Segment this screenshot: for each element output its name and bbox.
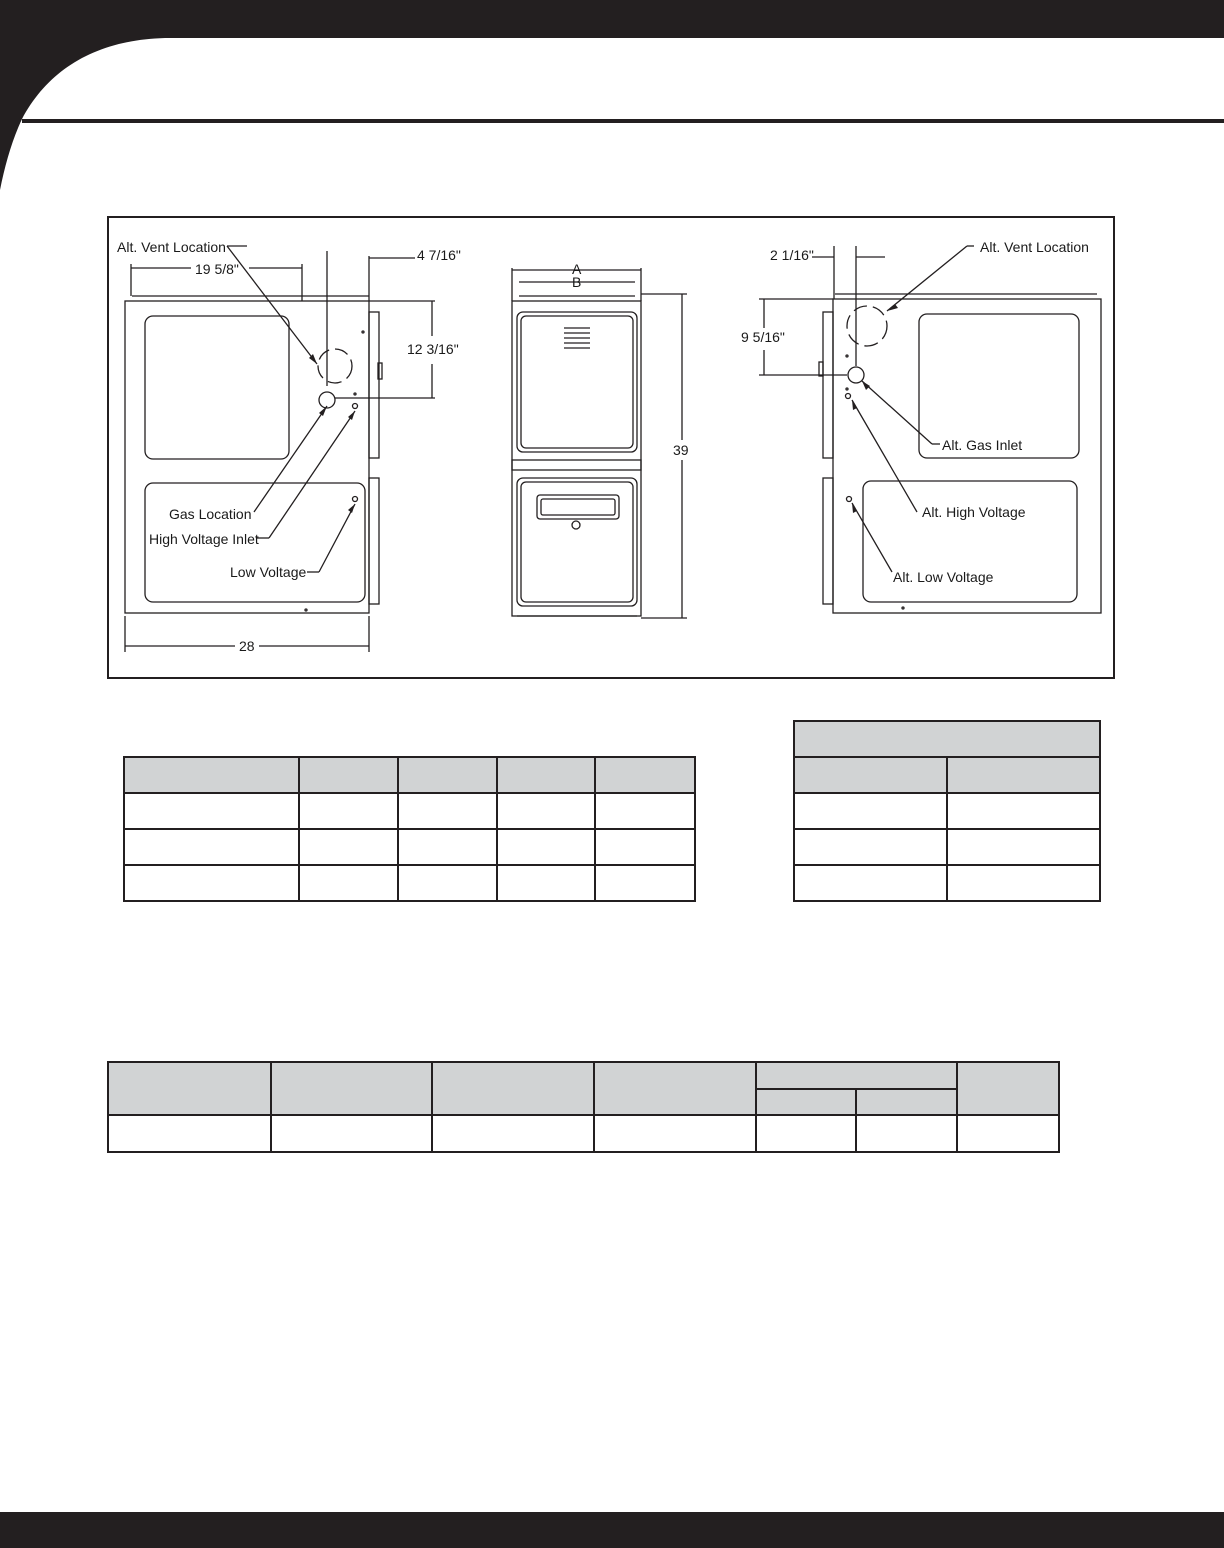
table-cell — [947, 829, 1100, 865]
table-subheader-cell — [856, 1089, 957, 1115]
table-cell — [497, 829, 596, 865]
label-dim-28: 28 — [239, 638, 255, 654]
header-rule — [22, 119, 1224, 123]
table-header-cell — [398, 757, 497, 793]
table-cell — [595, 865, 695, 901]
table-cell — [794, 829, 947, 865]
table-cell — [756, 1115, 857, 1152]
label-dim-4-7-16: 4 7/16" — [417, 247, 461, 263]
table-header-cell — [594, 1062, 756, 1115]
table-row — [124, 793, 695, 829]
table-cell — [108, 1115, 271, 1152]
table-header-cell — [299, 757, 398, 793]
label-high-voltage-inlet: High Voltage Inlet — [149, 531, 259, 547]
table-header-cell — [595, 757, 695, 793]
secondary-table — [793, 720, 1101, 902]
table-cell — [432, 1115, 594, 1152]
table-cell — [398, 829, 497, 865]
table-header-cell — [271, 1062, 433, 1115]
dimensions-table — [123, 756, 696, 902]
label-low-voltage: Low Voltage — [230, 564, 307, 580]
right-side-view — [759, 246, 1101, 613]
label-gas-location: Gas Location — [169, 506, 252, 522]
table-row — [108, 1115, 1059, 1152]
label-alt-high-voltage: Alt. High Voltage — [922, 504, 1026, 520]
table-cell — [947, 865, 1100, 901]
label-dim-12-3-16: 12 3/16" — [407, 341, 459, 357]
table-row — [794, 793, 1100, 829]
table-header-cell — [432, 1062, 594, 1115]
table-cell — [856, 1115, 957, 1152]
front-view — [512, 268, 687, 618]
furnace-dimensions-drawing — [107, 216, 1115, 679]
table-cell — [594, 1115, 756, 1152]
table-title-row — [794, 721, 1100, 757]
label-alt-gas-inlet: Alt. Gas Inlet — [942, 437, 1023, 453]
table-header-cell — [794, 757, 947, 793]
specification-table — [107, 1061, 1060, 1153]
left-side-view — [125, 246, 435, 652]
table-header-group-cell — [756, 1062, 958, 1089]
bottom-footer-band — [0, 1512, 1224, 1548]
label-alt-vent-location-right: Alt. Vent Location — [980, 239, 1089, 255]
table-title-cell — [794, 721, 1100, 757]
table-cell — [497, 793, 596, 829]
label-dim-b: B — [572, 274, 582, 290]
table-header-cell — [124, 757, 299, 793]
table-cell — [271, 1115, 433, 1152]
table-cell — [398, 865, 497, 901]
table-header-cell — [947, 757, 1100, 793]
table-cell — [299, 793, 398, 829]
label-alt-vent-location-left: Alt. Vent Location — [117, 239, 226, 255]
table-header-cell — [497, 757, 596, 793]
table-row — [794, 865, 1100, 901]
table-header-row — [108, 1062, 1059, 1089]
table-header-cell — [108, 1062, 271, 1115]
label-dim-a: A — [572, 261, 582, 277]
table-cell — [124, 865, 299, 901]
label-dim-2-1-16: 2 1/16" — [770, 247, 814, 263]
table-header-row — [794, 757, 1100, 793]
table-cell — [398, 793, 497, 829]
table-cell — [794, 865, 947, 901]
table-cell — [299, 829, 398, 865]
table-cell — [124, 829, 299, 865]
table-header-row — [124, 757, 695, 793]
label-alt-low-voltage: Alt. Low Voltage — [893, 569, 994, 585]
table-cell — [947, 793, 1100, 829]
label-dim-19-5-8: 19 5/8" — [195, 261, 239, 277]
table-cell — [299, 865, 398, 901]
table-header-cell — [957, 1062, 1059, 1115]
table-subheader-cell — [756, 1089, 857, 1115]
table-cell — [957, 1115, 1059, 1152]
header-corner-swoosh — [0, 0, 180, 200]
label-dim-39: 39 — [673, 442, 689, 458]
label-dim-9-5-16: 9 5/16" — [741, 329, 785, 345]
table-row — [794, 829, 1100, 865]
table-row — [124, 829, 695, 865]
table-cell — [497, 865, 596, 901]
table-cell — [595, 793, 695, 829]
top-header-band — [0, 0, 1224, 38]
table-cell — [794, 793, 947, 829]
table-cell — [595, 829, 695, 865]
table-row — [124, 865, 695, 901]
table-cell — [124, 793, 299, 829]
